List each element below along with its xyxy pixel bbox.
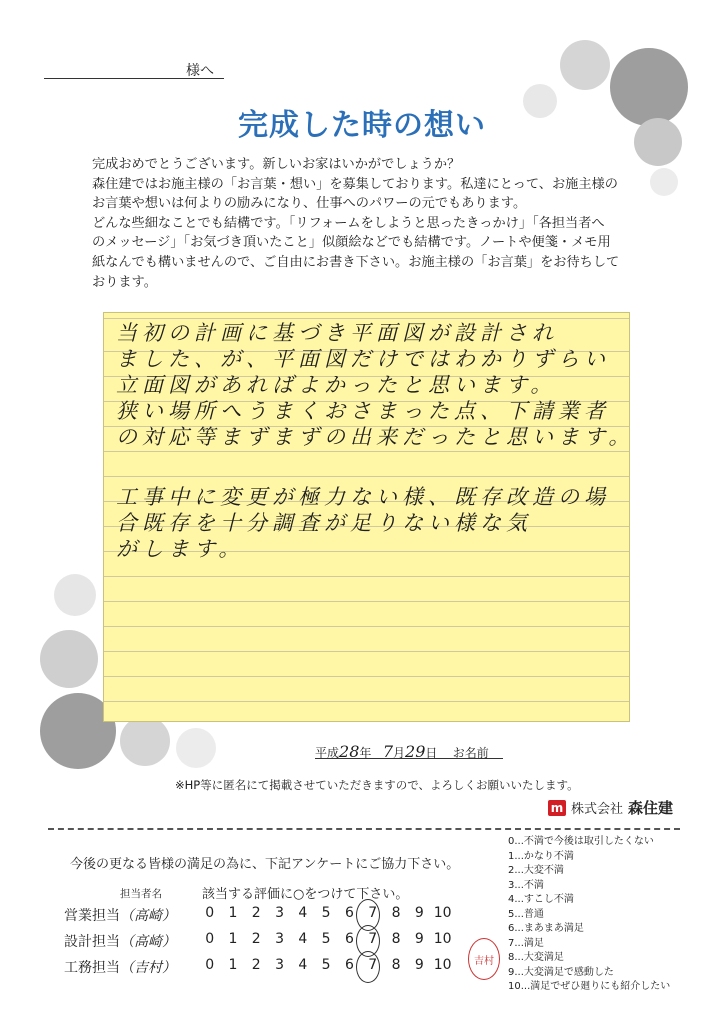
rating-scale-row [198,957,454,973]
staff-seal-stamp: 吉村 [468,938,500,980]
rating-option[interactable]: 9 [414,931,424,947]
rating-header: 該当する評価に○をつけて下さい。 [202,887,409,902]
rating-option[interactable]: 7 [368,957,378,973]
name-label: お名前 [452,746,489,760]
staff-name: （吉村） [120,960,176,976]
selected-rating-circle [356,951,380,983]
page-title: 完成した時の想い [238,108,486,143]
rating-option[interactable]: 0 [205,905,215,921]
handwritten-line: がします。 [116,537,245,561]
intro-text [92,155,652,292]
rating-scale-row [198,931,454,947]
company-name: 森住建 [628,799,674,817]
legend-item: 5...普通 [508,908,544,920]
rating-option[interactable]: 8 [391,905,401,921]
intro-line: お言葉や想いは何よりの励みになり、仕事へのパワーの元でもあります。 [92,196,527,212]
legend-item: 9...大変満足で感動した [508,966,614,978]
disclaimer: ※HP等に匿名にて掲載させていただきますので、よろしくお願いいたします。 [175,778,579,792]
legend-item: 2...大変不満 [508,865,564,876]
decor-circle-5 [650,168,678,196]
year-value: 28 [339,742,360,761]
dept-label: 営業担当 [64,908,120,924]
handwritten-line: 合既存を十分調査が足りない様な気 [116,511,532,535]
era-label: 平成 [315,746,340,760]
rating-option[interactable]: 8 [391,931,401,947]
rating-option[interactable]: 5 [321,931,331,947]
handwritten-line: 狭い場所へうまくおさまった点、下請業者 [116,399,610,423]
handwritten-line: の対応等まずまずの出来だったと思います。 [116,425,635,449]
staff-name: （高崎） [120,908,176,924]
handwritten-line: 立面図があればよかったと思います。 [116,373,557,397]
rating-option[interactable]: 10 [433,957,452,973]
rating-option[interactable]: 6 [344,931,354,947]
rating-scale-row [198,905,454,921]
rating-option[interactable]: 8 [391,957,401,973]
handwritten-line: 当初の計画に基づき平面図が設計され [116,321,558,345]
staff-header: 担当者名 [120,888,162,900]
legend-item: 1...かなり不満 [508,850,574,862]
company-logo-icon: m [548,800,566,816]
decor-circle-7 [40,630,98,688]
rating-option[interactable]: 10 [433,905,452,921]
year-label: 年 [359,746,372,760]
survey-row-label [64,957,176,977]
intro-line: 紙なんでも構いませんので、ご自由にお書き下さい。お施主様の「お言葉」をお待ちして [92,254,620,270]
handwritten-line: 工事中に変更が極力ない様、既存改造の場 [116,485,610,509]
day-value: 29 [405,742,426,761]
legend-item: 0...不満で今後は取引したくない [508,836,654,847]
survey-row-label [64,931,176,951]
rating-option[interactable]: 1 [228,957,238,973]
rating-option[interactable]: 3 [275,905,284,921]
rating-option[interactable]: 4 [298,957,308,973]
survey-lead: 今後の更なる皆様の満足の為に、下記アンケートにご協力下さい。 [70,857,460,872]
intro-line: おります。 [92,274,157,290]
dept-label: 設計担当 [64,934,120,950]
rating-option[interactable]: 6 [344,957,354,973]
rating-option[interactable]: 10 [433,931,452,947]
handwritten-line: ました、が、平面図だけではわかりずらい [116,347,610,371]
intro-line: のメッセージ」「お気づき頂いたこと」似顔絵などでも結構です。ノートや便箋・メモ用 [92,235,611,251]
decor-circle-9 [120,716,170,766]
intro-line: どんな些細なことでも結構です。「リフォームをしようと思ったきっかけ」「各担当者へ [92,215,605,231]
rating-option[interactable]: 3 [275,957,284,973]
decor-circle-1 [560,40,610,90]
rating-option[interactable]: 2 [251,905,261,921]
survey-row-label [64,905,176,925]
rating-option[interactable]: 6 [344,905,354,921]
day-label: 日 [425,746,438,760]
rating-legend [508,835,670,995]
legend-item: 8...大変満足 [508,952,564,963]
rating-option[interactable]: 9 [414,957,424,973]
month-value: 7 [382,742,394,761]
dept-label: 工務担当 [64,960,120,976]
rating-option[interactable]: 1 [228,931,238,947]
rating-option[interactable]: 1 [228,905,238,921]
rating-option[interactable]: 5 [321,957,331,973]
legend-item: 10...満足でぜひ廻りにも紹介したい [508,981,671,992]
rating-option[interactable]: 7 [368,905,378,921]
rating-option[interactable]: 0 [205,931,215,947]
legend-item: 4...すこし不満 [508,894,574,905]
rating-option[interactable]: 2 [251,931,261,947]
legend-item: 7...満足 [508,937,544,949]
intro-line: 森住建ではお施主様の「お言葉・想い」を募集しております。私達にとって、お施主様の [92,176,618,192]
intro-line: 完成おめでとうございます。新しいお家はいかがでしょうか？ [92,157,461,172]
rating-option[interactable]: 4 [298,931,308,947]
rating-option[interactable]: 4 [298,905,308,921]
staff-name: （高崎） [120,934,176,950]
rating-option[interactable]: 2 [251,957,261,973]
rating-option[interactable]: 7 [368,931,378,947]
rating-option[interactable]: 0 [205,957,215,973]
date-underline [315,758,503,759]
company-logo-block [548,797,673,818]
rating-option[interactable]: 3 [275,931,284,947]
cut-line [48,828,680,830]
decor-circle-10 [176,728,216,768]
month-label: 月 [393,746,406,760]
company-prefix: 株式会社 [571,802,624,817]
rating-option[interactable]: 9 [414,905,424,921]
decor-circle-6 [54,574,96,616]
recipient-suffix: 様へ [186,63,214,79]
rating-option[interactable]: 5 [321,905,331,921]
comment-note-area [103,312,635,722]
legend-item: 3...不満 [508,879,544,891]
legend-item: 6...まあまあ満足 [508,923,584,934]
